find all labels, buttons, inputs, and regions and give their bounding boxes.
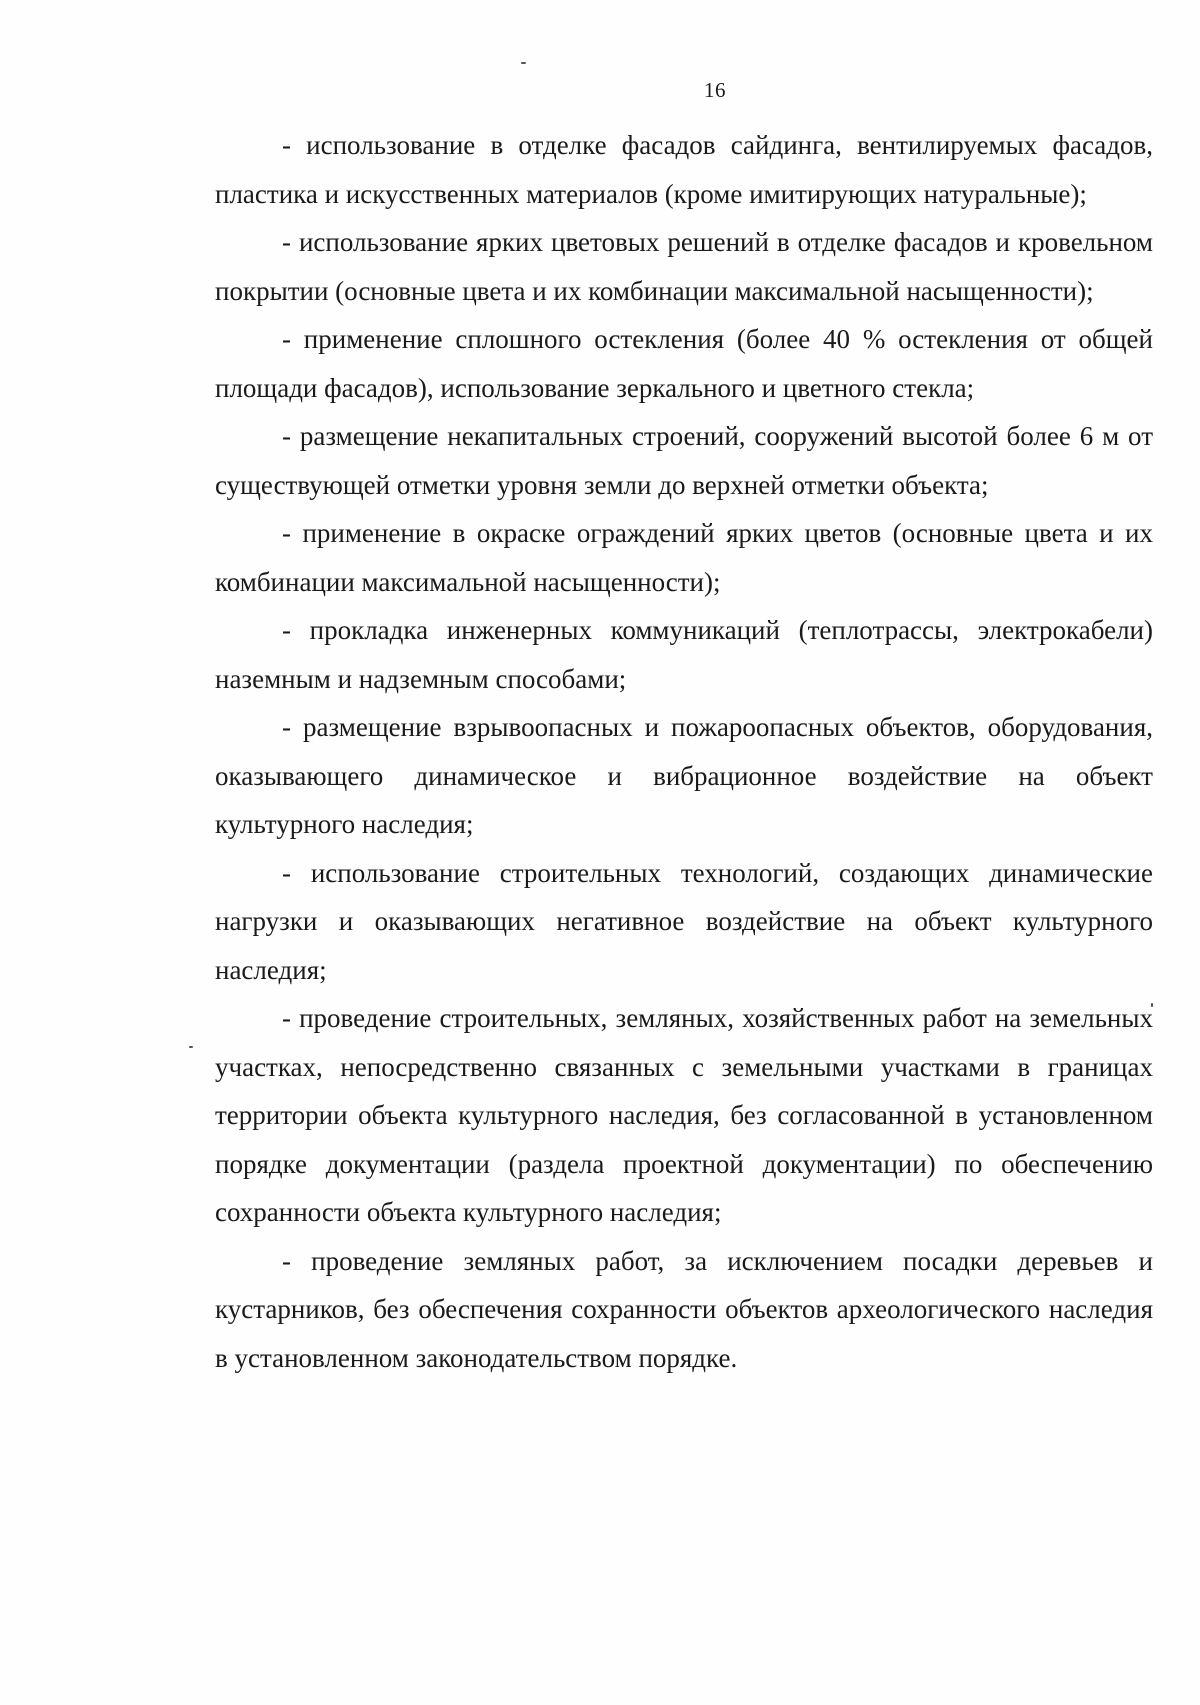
list-item: - размещение некапитальных строений, сооружений высотой более 6 м от существующей отметки уровня земли до верхней отметки объекта; — [215, 421, 1153, 500]
list-item: - использование в отделке фасадов сайдинга, вентилируемых фасадов, пластика и искусственных материалов (кроме имитирующих натуральные); — [215, 130, 1153, 209]
list-item: - размещение взрывоопасных и пожароопасных объектов, оборудования, оказывающего динамическое и вибрационное воздействие на объект культурного наследия; — [215, 712, 1153, 839]
list-item: - проведение земляных работ, за исключением посадки деревьев и кустарников, без обеспечения сохранности объектов археологического наследия в установленном законодательством порядке. — [215, 1245, 1153, 1373]
document-body — [215, 121, 1153, 1382]
list-item: - использование строительных технологий, создающих динамические нагрузки и оказывающих негативное воздействие на объект культурного наследия; — [215, 857, 1153, 985]
page-number: 16 — [704, 78, 726, 102]
list-item: - использование ярких цветовых решений в отделке фасадов и кровельном покрытии (основные цвета и их комбинации максимальной насыщенности); — [215, 227, 1153, 306]
list-item: - проведение строительных, земляных, хозяйственных работ на земельных участках, непосредственно связанных с земельными участками в границах территории объекта культурного наследия, без согласованной в установленном порядке документации (раздела проектной документации) по обеспечению сохранности объекта культурного наследия; — [215, 1003, 1153, 1227]
scan-speck — [189, 1046, 193, 1048]
scan-speck — [521, 62, 526, 64]
list-item: - прокладка инженерных коммуникаций (теплотрассы, электрокабели) наземным и надземным способами; — [215, 615, 1153, 694]
list-item: - применение в окраске ограждений ярких цветов (основные цвета и их комбинации максимальной насыщенности); — [215, 518, 1153, 597]
list-item: - применение сплошного остекления (более 40 % остекления от общей площади фасадов), использование зеркального и цветного стекла; — [215, 324, 1153, 403]
